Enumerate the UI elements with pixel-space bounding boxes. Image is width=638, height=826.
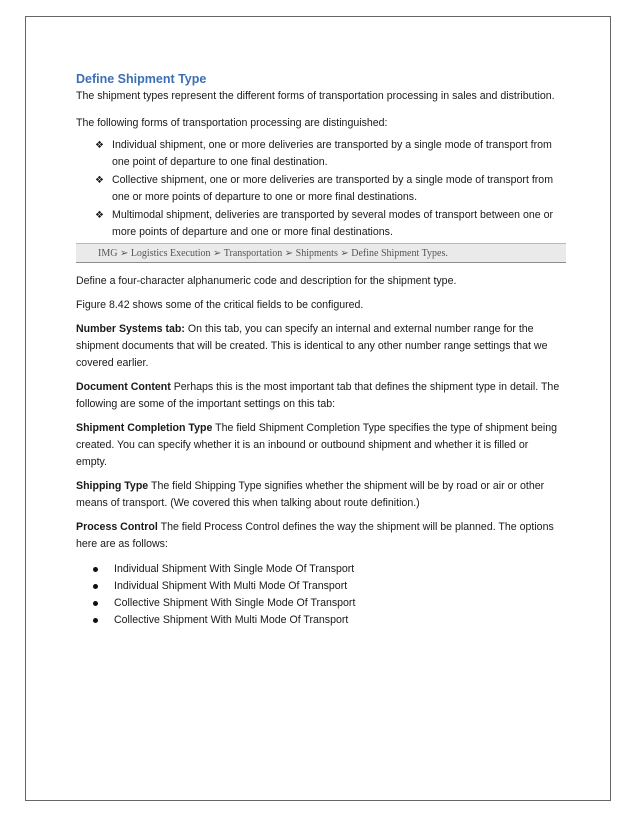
- list-item: ❖ Collective shipment, one or more deliveries are transported by a single mode of transport from one or more points of departure to one or more final destinations.: [95, 174, 554, 203]
- number-systems-paragraph: Number Systems tab: On this tab, you can specify an internal and external number range for the shipment documents that will be created. This is identical to any other number range settings that we covered earlier.: [76, 323, 548, 369]
- list-item: Individual Shipment With Multi Mode Of Transport: [76, 578, 572, 595]
- diamond-bullet-icon: ❖: [95, 175, 104, 186]
- diamond-bullet-icon: ❖: [95, 140, 104, 151]
- figure-ref-paragraph: Figure 8.42 shows some of the critical fields to be configured.: [76, 299, 364, 311]
- shipping-type-paragraph: Shipping Type The field Shipping Type signifies whether the shipment will be by road or air or other means of transport. (We covered this when talking about route definition.): [76, 480, 545, 509]
- intro-paragraph: The shipment types represent the different forms of transportation processing in sales and distribution.: [76, 90, 555, 102]
- bullet-dot-icon: [93, 567, 98, 572]
- define-code-paragraph: Define a four-character alphanumeric code and description for the shipment type.: [76, 275, 457, 287]
- number-systems-heading: Number Systems tab:: [76, 323, 185, 335]
- bullet-dot-icon: [93, 584, 98, 589]
- process-control-heading: Process Control: [76, 521, 158, 533]
- img-menu-path: IMG ➢ Logistics Execution ➢ Transportation ➢ Shipments ➢ Define Shipment Types.: [76, 243, 566, 263]
- process-control-paragraph: Process Control The field Process Control defines the way the shipment will be planned. The options here are as follows:: [76, 521, 554, 550]
- list-item: ❖ Individual shipment, one or more deliveries are transported by a single mode of transport from one point of departure to one final destination.: [95, 139, 552, 168]
- document-content-heading: Document Content: [76, 381, 171, 393]
- list-item: Collective Shipment With Single Mode Of Transport: [76, 595, 572, 612]
- diamond-bullet-icon: ❖: [95, 210, 104, 221]
- completion-type-paragraph: Shipment Completion Type The field Shipment Completion Type specifies the type of shipment being created. You can specify whether it is an inbound or outbound shipment and whether it is filled or empty.: [76, 422, 558, 468]
- document-body: [76, 71, 572, 629]
- list-item: Collective Shipment With Multi Mode Of Transport: [76, 612, 572, 629]
- section-title: Define Shipment Type: [76, 72, 207, 86]
- bullet-dot-icon: [93, 601, 98, 606]
- options-list: [76, 561, 572, 629]
- completion-type-heading: Shipment Completion Type: [76, 422, 213, 434]
- document-content-paragraph: Document Content Perhaps this is the most important tab that defines the shipment type in detail. The following are some of the important settings on this tab:: [76, 381, 560, 410]
- shipping-type-heading: Shipping Type: [76, 480, 149, 492]
- list-item: ❖ Multimodal shipment, deliveries are transported by several modes of transport between one or more points of departure and one or more final destinations.: [95, 209, 554, 238]
- forms-intro: The following forms of transportation processing are distinguished:: [76, 117, 388, 129]
- list-item: Individual Shipment With Single Mode Of Transport: [76, 561, 572, 578]
- forms-list: [76, 137, 572, 241]
- bullet-dot-icon: [93, 618, 98, 623]
